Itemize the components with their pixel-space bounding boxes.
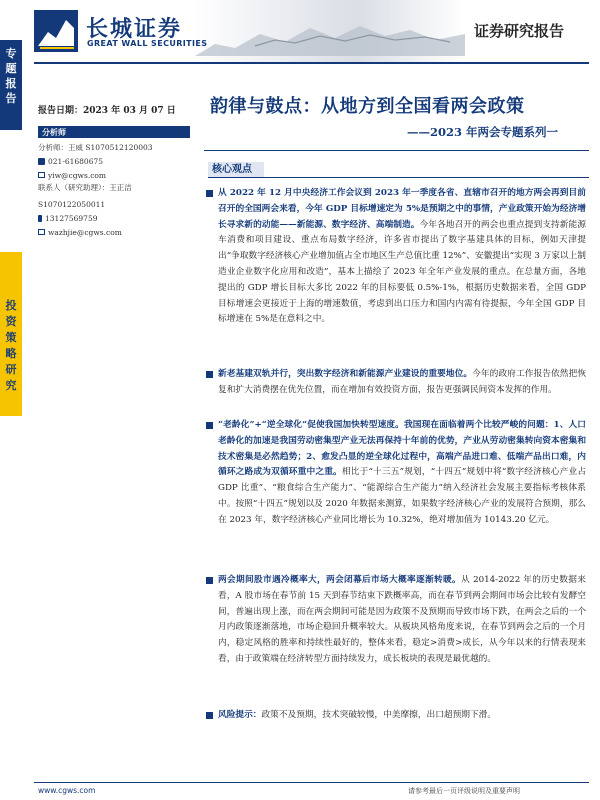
logo-chinese-text: 长城证券 — [86, 17, 183, 42]
logo-english-text: GREAT WALL SECURITIES — [87, 39, 208, 48]
core-view-rule — [208, 177, 589, 178]
paragraph-lead: 风险提示： — [218, 710, 262, 720]
contact-email[interactable]: wazhjie@cgws.com — [48, 228, 122, 237]
company-logo — [34, 10, 234, 54]
paragraph-body: 今年各地召开的两会也重点提到支持新能源车消费和项目建设、重点布局数字经济，许多省市提出了数字基建具体的目标，例如天津提出“争取数字经济核心产业增加值占全市地区生产总值比重 12%”、安徽提出“实现 3 万家以上制造业企业数字化应用和改造”，基本上描绘了 2023 年全年产业发展的重点。在总量方面，各地提出的 GDP 增长目标大多比 2022 年的目标要低 0.5%-1%，根据历史数据来看，全国 GDP 目标增速会更接近于上海的增速数值，考虑到出口压力和国内内需有待提振，今年全国 GDP 目标增速在 5%是在意料之中。 — [218, 219, 586, 325]
report-date: 报告日期：2023 年 03 月 07 日 — [38, 106, 176, 116]
great-wall-logo-icon — [34, 10, 78, 52]
paragraph — [218, 708, 586, 724]
contact-name: 联系人（研究助理）：王正洁 — [38, 183, 132, 192]
contact-email-row — [38, 228, 122, 238]
title-divider — [204, 150, 589, 151]
side-tab-category-label: 投资策略研究 — [5, 299, 17, 392]
paragraph — [218, 573, 586, 668]
page-subtitle: ——2023 年两会专题系列一 — [406, 125, 558, 139]
paragraph-lead: 两会期间股市遇冷概率大，两会闭幕后市场大概率逐渐转暖。 — [218, 575, 461, 585]
analyst-section-header — [38, 126, 190, 138]
side-tab-report-kind — [0, 40, 22, 130]
core-view-label: 核心观点 — [208, 162, 264, 178]
contact-mobile: 13127569759 — [45, 214, 98, 223]
mountain-silhouette-icon — [195, 16, 465, 56]
footer-disclaimer: 请参考最后一页评级说明及重要声明 — [408, 787, 520, 795]
paragraph-lead: 新老基建双轨并行，突出数字经济和新能源产业建设的重要地位。 — [218, 369, 473, 379]
analyst-phone-row — [38, 157, 103, 167]
paragraph — [218, 418, 586, 529]
analyst-phone: 021-61680675 — [48, 157, 104, 166]
square-bullet-icon — [206, 371, 213, 378]
mail-icon — [38, 229, 45, 235]
side-tab-category — [0, 252, 22, 416]
great-wall-banner-image — [195, 0, 465, 62]
contact-id: S1070122050011 — [38, 200, 106, 209]
phone-icon — [38, 158, 45, 165]
side-tab-report-kind-label: 专题报告 — [5, 47, 17, 105]
footer-divider — [34, 782, 589, 783]
paragraph-lead: 从 2022 年 12 月中央经济工作会议到 2023 年一季度各省、直辖市召开的地方两会再到目前召开的全国两会来看，今年 GDP 目标增速定为 5%是预期之中的事情，产业政策开始为经济增长寻求新的动能——新能源、数字经济、高端制造。 — [218, 188, 586, 230]
mobile-phone-icon — [38, 215, 42, 222]
analyst-name: 分析师：王威 S1070512120003 — [38, 143, 153, 152]
paragraph — [218, 367, 586, 399]
report-type-label: 证券研究报告 — [473, 22, 564, 40]
header-divider — [34, 62, 589, 64]
paragraph-body: 今年的政府工作报告依然把恢复和扩大消费摆在优先位置，而在增加有效投资方面，报告更强调民间资本发挥的作用。 — [218, 369, 587, 395]
square-bullet-icon — [206, 190, 213, 197]
paragraph-lead: “老龄化”+“逆全球化”促使我国加快转型速度。我国现在面临着两个比较严峻的问题：1、人口老龄化的加速是我国劳动密集型产业无法再保持十年前的优势，产业从劳动密集转向资本密集和技术密集是必然趋势；2、愈发凸显的逆全球化过程中，高端产品进口难、低端产品出口难，内循环之路成为双循环重中之重。 — [218, 420, 586, 478]
core-view-header — [208, 162, 589, 178]
mail-icon — [38, 172, 45, 178]
analyst-email-row — [38, 171, 106, 181]
analyst-section-label: 分析师 — [42, 127, 66, 137]
square-bullet-icon — [206, 712, 213, 719]
page-header — [0, 0, 600, 62]
paragraph — [218, 186, 586, 328]
square-bullet-icon — [206, 577, 213, 584]
page-title: 韵律与鼓点：从地方到全国看两会政策 — [210, 96, 525, 117]
paragraph-body: 相比于“十三五”规划，“十四五”规划中将“数字经济核心产业占 GDP 比重”、“粮食综合生产能力”、“能源综合生产能力”纳入经济社会发展主要指标考核体系中。按照“十四五”规划以及 2020 年数据来测算，如果数字经济核心产业的发展符合预期，那么在 2023 年，数字经济核心产业同比增长为 10.32%，绝对增加值为 10143.20 亿元。 — [218, 467, 587, 525]
square-bullet-icon — [206, 422, 213, 429]
paragraph-body: 从 2014-2022 年的历史数据来看，A 股市场在春节前 15 天到春节结束下跌概率高，而在春节到两会期间市场会比较有发酵空间，普遍出现上涨，而在两会期间可能是因为政策不及预期而导致市场下跌，在两会之后的一个月内政策逐渐落地，市场企稳回升概率较大。从板块风格角度来说，在春节到两会之后的一个月内，稳定风格的胜率和持续性最好的，整体来看，稳定>消费>成长，从今年以来的行情表现来看，由于政策端在经济转型方面持续发力，成长板块的表现是最优越的。 — [218, 575, 586, 664]
contact-mobile-row — [38, 214, 98, 224]
analyst-email[interactable]: yiw@cgws.com — [48, 171, 107, 180]
paragraph-body: 政策不及预期，技术突破较慢，中美摩擦，出口超预期下滑。 — [261, 710, 496, 720]
footer-website-link[interactable]: www.cgws.com — [38, 786, 96, 795]
